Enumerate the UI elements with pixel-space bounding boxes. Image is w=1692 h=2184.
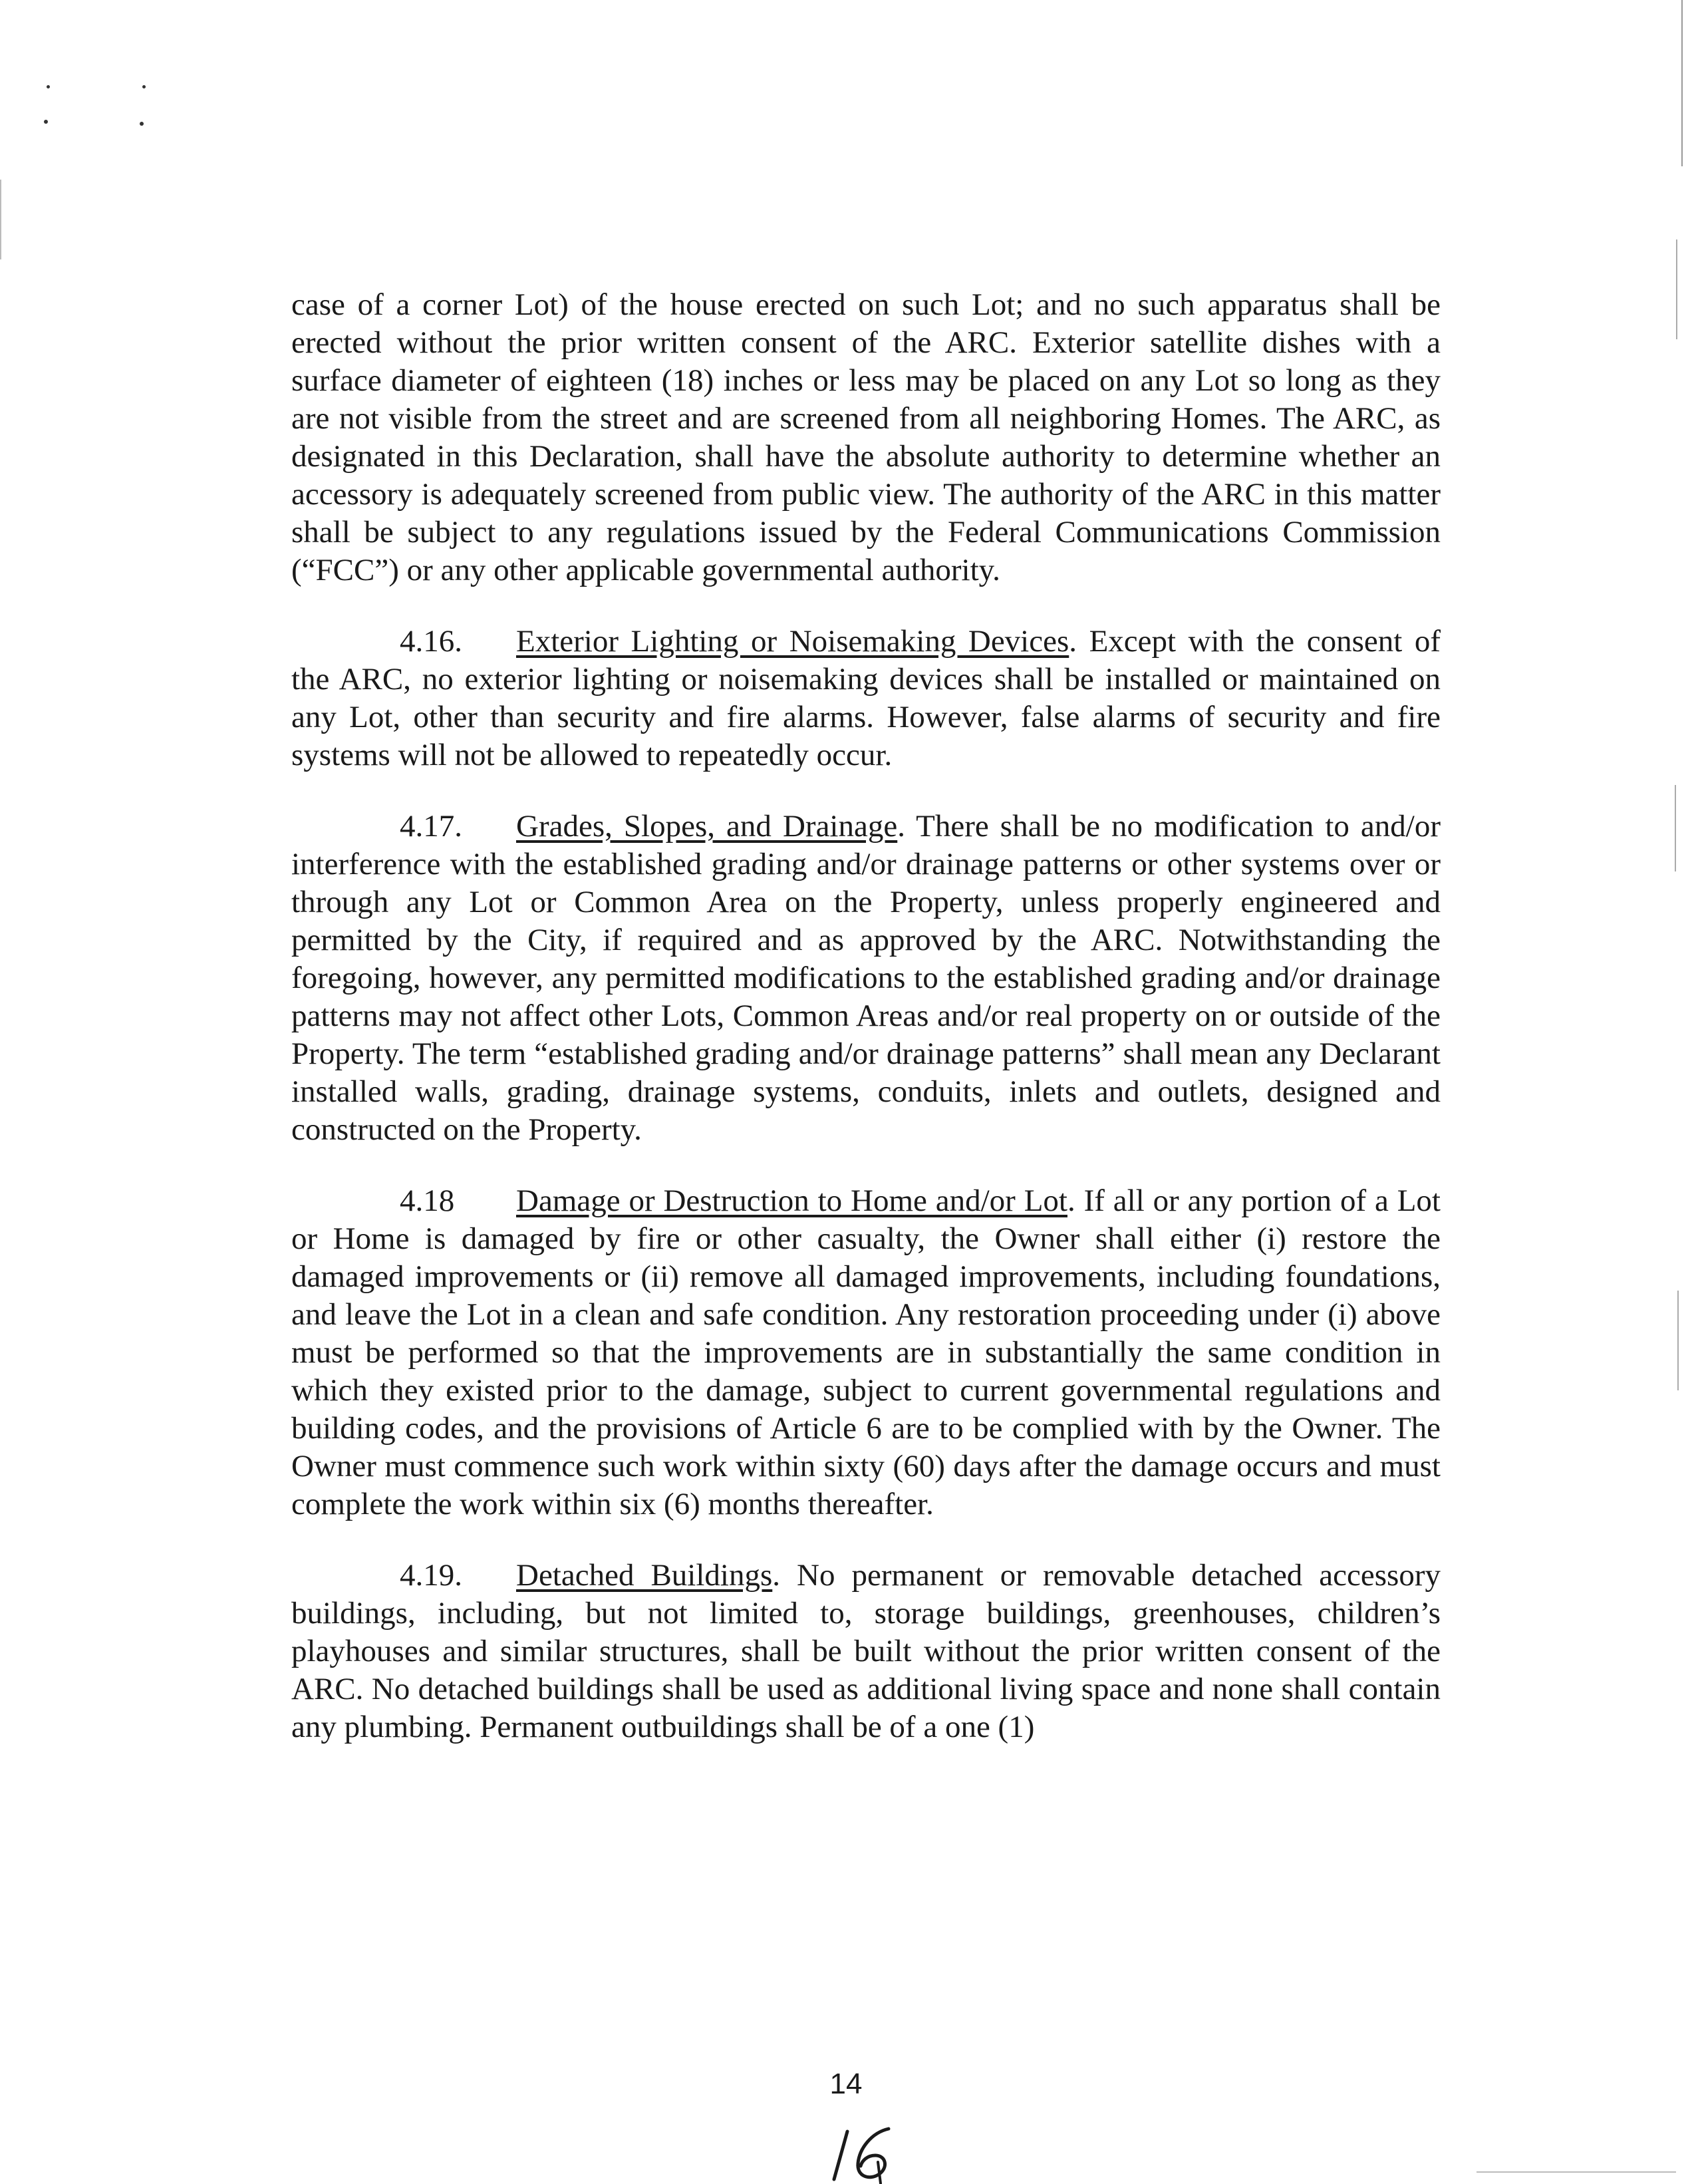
- scan-edge-line: [1681, 0, 1683, 166]
- section-number: 4.19.: [400, 1558, 462, 1593]
- page-number: 14: [829, 2068, 863, 2100]
- section-number: 4.17.: [400, 809, 462, 844]
- scan-speck: [44, 120, 48, 124]
- section-4-16: [291, 623, 1441, 774]
- scan-edge-line: [0, 180, 1, 259]
- handwritten-page-number: [825, 2122, 918, 2184]
- section-4-17: [291, 808, 1441, 1149]
- section-4-18: [291, 1182, 1441, 1523]
- section-number: 4.18: [400, 1183, 455, 1218]
- section-4-19: [291, 1557, 1441, 1746]
- section-heading: Exterior Lighting or Noisemaking Devices: [516, 624, 1069, 659]
- section-heading: Damage or Destruction to Home and/or Lot: [516, 1183, 1067, 1218]
- scan-speck: [140, 122, 144, 126]
- scan-edge-line: [1477, 2171, 1676, 2173]
- scan-edge-line: [1677, 1291, 1679, 1390]
- document-body: [291, 286, 1441, 1780]
- section-text: . If all or any portion of a Lot or Home is damaged by fire or other casualty, the Owner shall either (i) restore the damaged improvements or (ii) remove all damaged improvements, including foundations, and leave the Lot in a clean and safe condition. Any restoration proceeding under (i) above must be performed so that the improvements are in substantially the same condition in which they existed prior to the damage, subject to current governmental regulations and building codes, and the provisions of Article 6 are to be complied with by the Owner. The Owner must commence such work within sixty (60) days after the damage occurs and must complete the work within six (6) months thereafter.: [291, 1183, 1441, 1521]
- scan-speck: [142, 85, 146, 88]
- scan-speck: [47, 85, 50, 88]
- section-heading: Detached Buildings: [516, 1558, 773, 1593]
- section-heading: Grades, Slopes, and Drainage: [516, 809, 898, 844]
- section-text: . Except with the consent of the ARC, no exterior lighting or noisemaking devices shall be installed or maintained on any Lot, other than security and fire alarms. However, false alarms of security and fire systems will not be allowed to repeatedly occur.: [291, 624, 1441, 772]
- section-text: . No permanent or removable detached accessory buildings, including, but not limited to, storage buildings, greenhouses, children’s playhouses and similar structures, shall be built without the prior written consent of the ARC. No detached buildings shall be used as additional living space and none shall contain any plumbing. Permanent outbuildings shall be of a one (1): [291, 1558, 1441, 1744]
- paragraph-intro: case of a corner Lot) of the house erected on such Lot; and no such apparatus shall be erected without the prior written consent of the ARC. Exterior satellite dishes with a surface diameter of eighteen (18) inches or less may be placed on any Lot so long as they are not visible from the street and are screened from all neighboring Homes. The ARC, as designated in this Declaration, shall have the absolute authority to determine whether an accessory is adequately screened from public view. The authority of the ARC in this matter shall be subject to any regulations issued by the Federal Communications Commission (“FCC”) or any other applicable governmental authority.: [291, 287, 1441, 587]
- section-number: 4.16.: [400, 624, 462, 659]
- section-text: . There shall be no modification to and/or interference with the established grading and/or drainage patterns or other systems over or through any Lot or Common Area on the Property, unless properly engineered and permitted by the City, if required and as approved by the ARC. Notwithstanding the foregoing, however, any permitted modifications to the established grading and/or drainage patterns may not affect other Lots, Common Areas and/or real property on or outside of the Property. The term “established grading and/or drainage patterns” shall mean any Declarant installed walls, grading, drainage systems, conduits, inlets and outlets, designed and constructed on the Property.: [291, 809, 1441, 1147]
- scan-edge-line: [1675, 785, 1676, 871]
- scan-edge-line: [1676, 239, 1677, 339]
